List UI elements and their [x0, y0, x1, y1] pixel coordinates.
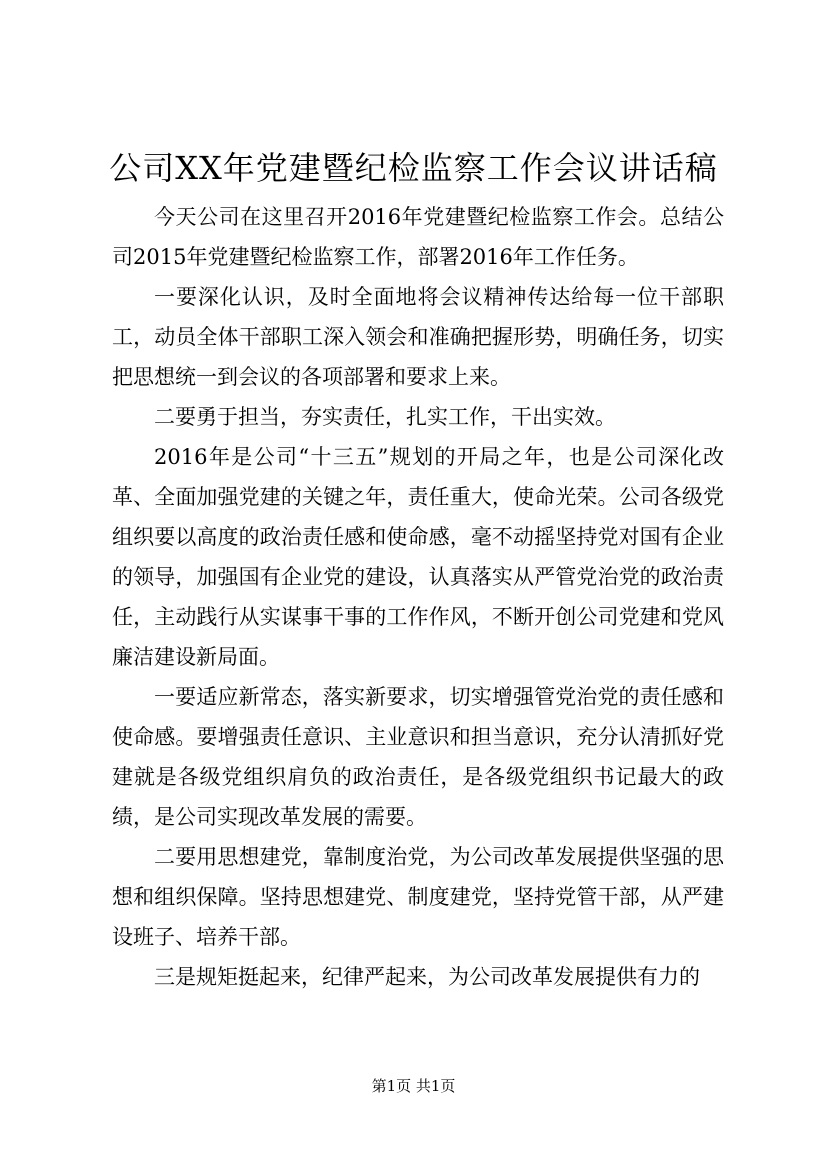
- paragraph-2: 一要深化认识，及时全面地将会议精神传达给每一位干部职工，动员全体干部职工深入领会和准确把握形势，明确任务，切实把思想统一到会议的各项部署和要求上来。: [112, 285, 724, 389]
- page-number-footer: 第1页 共1页: [371, 1077, 456, 1095]
- paragraph-3: 二要勇于担当，夯实责任，扎实工作，干出实效。: [154, 405, 616, 429]
- paragraph-4: 2016年是公司“十三五”规划的开局之年，也是公司深化改革、全面加强党建的关键之年，责任重大，使命光荣。公司各级党组织要以高度的政治责任感和使命感，毫不动摇坚持党对国有企业的领导，加强国有企业党的建设，认真落实从严管党治党的政治责任，主动践行从实谋事干事的工作作风，不断开创公司党建和党风廉洁建设新局面。: [112, 445, 724, 669]
- paragraph-6: 二要用思想建党，靠制度治党，为公司改革发展提供坚强的思想和组织保障。坚持思想建党、制度建党，坚持党管干部，从严建设班子、培养干部。: [112, 845, 724, 949]
- document-body: [112, 197, 724, 997]
- paragraph-5: 一要适应新常态，落实新要求，切实增强管党治党的责任感和使命感。要增强责任意识、主业意识和担当意识，充分认清抓好党建就是各级党组织肩负的政治责任，是各级党组织书记最大的政绩，是公司实现改革发展的需要。: [112, 685, 724, 829]
- paragraph-1: 今天公司在这里召开2016年党建暨纪检监察工作会。总结公司2015年党建暨纪检监察工作，部署2016年工作任务。: [112, 205, 724, 269]
- document-title: 公司XX年党建暨纪检监察工作会议讲话稿: [109, 149, 718, 187]
- paragraph-7: 三是规矩挺起来，纪律严起来，为公司改革发展提供有力的: [154, 965, 700, 989]
